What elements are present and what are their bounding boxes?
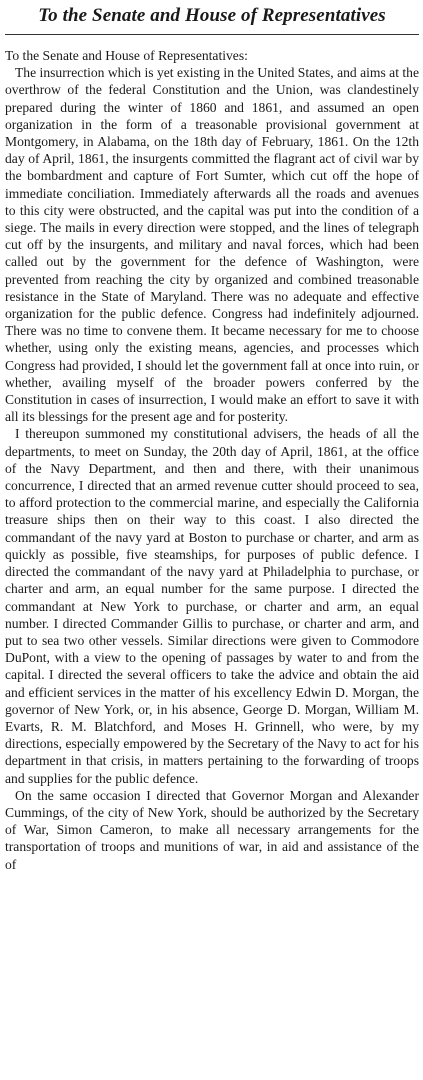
paragraph-3: On the same occasion I directed that Governor Morgan and Alexander Cummings, of the city of New York, should be authorized by the Secretary of War, Simon Cameron, to make all necessary arrangements for the transportation of troops and munitions of war, in aid and assistance of the of	[5, 787, 419, 872]
title-rule	[5, 34, 419, 35]
document-title: To the Senate and House of Representatives	[38, 5, 386, 26]
salutation: To the Senate and House of Representatives:	[5, 48, 248, 63]
paragraph-1: The insurrection which is yet existing in the United States, and aims at the overthrow of the federal Constitution and the Union, was clandestinely prepared during the winter of 1860 and 1861, and assumed an open organization in the form of a treasonable provisional government at Montgomery, in Alabama, on the 18th day of February, 1861. On the 12th day of April, 1861, the insurgents committed the flagrant act of civil war by the bombardment and capture of Fort Sumter, which cut off the hope of immediate conciliation. Immediately afterwards all the roads and avenues to this city were obstructed, and the capital was put into the condition of a siege. The mails in every direction were stopped, and the lines of telegraph cut off by the insurgents, and military and naval forces, which had been called out by the government for the defence of Washington, were prevented from reaching the city by organized and combined treasonable resistance in the State of Maryland. There was no adequate and effective organization for the public defence. Congress had indefinitely adjourned. There was no time to convene them. It became necessary for me to choose whether, using only the existing means, agencies, and processes which Congress had provided, I should let the government fall at once into ruin, or whether, availing myself of the broader powers conferred by the Constitution in cases of insurrection, I would make an effort to save it with all its blessings for the present age and for posterity.	[5, 65, 419, 425]
paragraph-2: I thereupon summoned my constitutional advisers, the heads of all the departments, to meet on Sunday, the 20th day of April, 1861, at the office of the Navy Department, and then and there, with their unanimous concurrence, I directed that an armed revenue cutter should proceed to sea, to afford protection to the commercial marine, and especially the California treasure ships then on their way to this coast. I also directed the commandant of the navy yard at Boston to purchase or charter, and arm as quickly as possible, five steamships, for purposes of public defence. I directed the commandant of the navy yard at Philadelphia to purchase, or charter and arm, an equal number for the same purpose. I directed the commandant at New York to purchase, or charter and arm, an equal number. I directed Commander Gillis to purchase, or charter and arm, and put to sea two other vessels. Similar directions were given to Commodore DuPont, with a view to the opening of passages by water to and from the capital. I directed the several officers to take the advice and obtain the aid and efficient services in the matter of his excellency Edwin D. Morgan, the governor of New York, or, in his absence, George D. Morgan, William M. Evarts, R. M. Blatchford, and Moses H. Grinnell, who were, by my directions, especially empowered by the Secretary of the Navy to act for his department in that crisis, in matters pertaining to the forwarding of troops and supplies for the public defence.	[5, 426, 419, 786]
